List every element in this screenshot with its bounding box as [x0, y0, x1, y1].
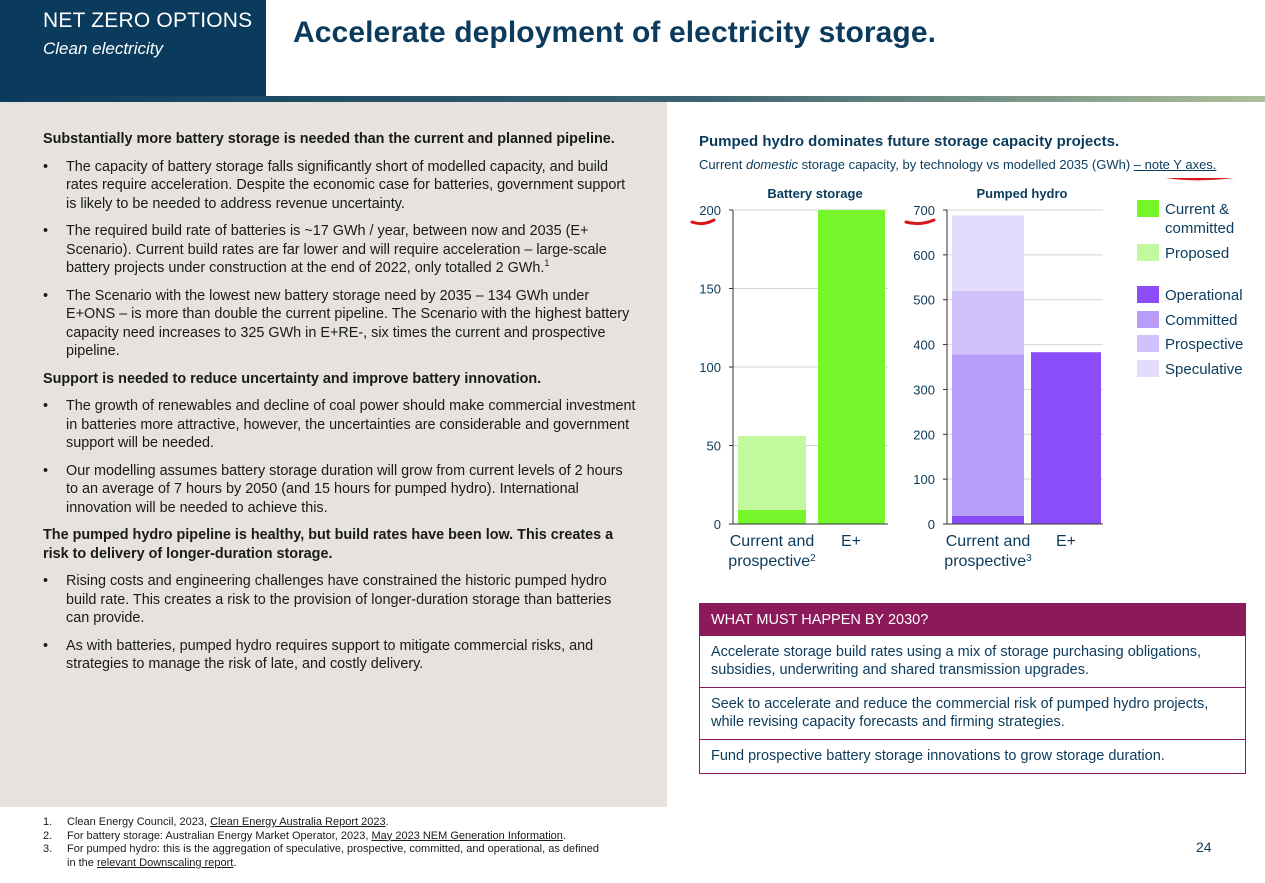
y-tick-label: 500 [913, 292, 935, 308]
footnote-number: 1. [43, 816, 53, 828]
footnote-text: For pumped hydro: this is the aggregation of speculative, prospective, committed, and operational, as defined in the [67, 843, 599, 869]
bullet-text: Our modelling assumes battery storage duration will grow from current levels of 2 hours to an average of 7 hours by 2050 (and 15 hours for pumped hydro). International innovation will be needed to achieve this. [66, 462, 623, 516]
legend-label: Committed [1165, 312, 1238, 329]
subtitle-part: Current [699, 157, 746, 172]
legend-label: Prospective [1165, 336, 1244, 353]
subtitle-emphasis: domestic [745, 157, 798, 172]
bullet-item [43, 637, 637, 674]
bullet-list-pumped-hydro [43, 572, 637, 674]
bar-segment [952, 516, 1024, 524]
bar-segment [952, 215, 1024, 290]
action-row: Accelerate storage build rates using a mix of storage purchasing obligations, subsidies, underwriting and shared transmission upgrades. [700, 635, 1245, 687]
bullet-item [43, 572, 637, 628]
legend-swatch [1137, 311, 1159, 328]
subsection-label: Clean electricity [43, 39, 163, 58]
legend-label: Operational [1165, 287, 1243, 304]
footnote-text: . [233, 856, 237, 869]
category-label: prospective$^2$ [728, 552, 816, 570]
y-tick-label: 400 [913, 337, 935, 353]
category-superscript: 3 [1026, 552, 1032, 564]
footnote-link[interactable]: relevant Downscaling report [96, 856, 234, 869]
chart-title: Pumped hydro dominates future storage capacity projects. [699, 133, 1120, 150]
heading-pumped-hydro: The pumped hydro pipeline is healthy, but build rates have been low. This creates a risk to delivery of longer-duration storage. [43, 527, 614, 562]
bar-segment [1031, 352, 1101, 524]
bullet-list-support [43, 397, 637, 517]
legend-label: Proposed [1165, 245, 1230, 262]
bullet-list-battery [43, 158, 637, 361]
footnote-3 [43, 843, 603, 870]
y-tick-label: 600 [913, 247, 935, 263]
subtitle-part: storage capacity, by technology vs modelled 2035 (GWh) [798, 157, 1134, 172]
legend-swatch [1137, 360, 1159, 377]
footnote-number: 2. [43, 829, 53, 842]
category-label: Current and [729, 533, 815, 550]
bar-segment [818, 210, 885, 524]
annotation-underline [1164, 178, 1250, 179]
footnote-link[interactable]: Clean Energy Australia Report 2023 [210, 816, 386, 828]
page-title: Accelerate deployment of electricity storage. [293, 16, 937, 49]
y-tick-label: 100 [913, 472, 935, 488]
bullet-item [43, 158, 637, 214]
legend-swatch [1137, 286, 1159, 303]
legend-label: Current & [1165, 201, 1230, 218]
y-tick-label: 200 [699, 203, 721, 218]
page-number: 24 [1196, 839, 1212, 855]
bullet-text: The required build rate of batteries is ~17 GWh / year, between now and 2035 (E+ Scenario). Current build rates are far lower and will require acceleration – large-scale battery projects under construction at the end of 2022, only totalled 2 GWh. [66, 223, 607, 276]
footnote-text: . [385, 816, 389, 828]
bar-segment [738, 510, 806, 524]
action-row: Fund prospective battery storage innovations to grow storage duration. [700, 739, 1245, 773]
bullet-item [43, 287, 637, 361]
category-label: E+ [1055, 533, 1077, 550]
category-label: Current and [945, 533, 1031, 550]
footnote-number: 3. [43, 843, 53, 855]
legend-label: committed [1165, 220, 1235, 237]
y-tick-label: 100 [699, 360, 721, 375]
y-tick-label: 300 [913, 382, 935, 398]
bullet-text: The growth of renewables and decline of coal power should make commercial investment in batteries more attractive, however, the uncertainties are considerable and government support will be needed. [66, 398, 636, 451]
heading-battery: Substantially more battery storage is needed than the current and planned pipeline. [43, 131, 615, 147]
action-table [699, 603, 1246, 774]
footnote-1 [43, 816, 603, 830]
legend-swatch [1137, 200, 1159, 217]
left-text-panel [0, 102, 667, 807]
category-label: prospective$^3$ [944, 552, 1032, 570]
bullet-item [43, 462, 637, 518]
footnote-link[interactable]: May 2023 NEM Generation Information [371, 829, 563, 842]
y-tick-label: 0 [713, 517, 721, 532]
footnote-ref: 1 [544, 258, 550, 269]
footnote-text: For battery storage: Australian Energy Market Operator, 2023, [67, 829, 372, 842]
subtitle-note: – note Y axes. [1133, 157, 1217, 172]
y-tick-label: 50 [706, 438, 721, 454]
storage-capacity-chart [680, 178, 1260, 598]
annotation-mark [692, 220, 714, 224]
bullet-text: The capacity of battery storage falls significantly short of modelled capacity, and build rates require acceleration. Despite the economic case for batteries, government support is likely to be needed to address revenue uncertainty. [66, 158, 626, 212]
bullet-text: As with batteries, pumped hydro requires support to mitigate commercial risks, and strategies to manage the risk of late, and costly delivery. [66, 637, 594, 672]
y-tick-label: 0 [927, 517, 935, 532]
bullet-item [43, 397, 637, 453]
bar-segment [952, 291, 1024, 355]
footnote-text: . [562, 829, 566, 842]
heading-support: Support is needed to reduce uncertainty and improve battery innovation. [43, 370, 542, 387]
legend-swatch [1137, 335, 1159, 352]
bar-segment [738, 436, 806, 510]
bar-segment [952, 354, 1024, 515]
annotation-mark [906, 220, 934, 224]
bullet-text: The Scenario with the lowest new battery storage need by 2035 – 134 GWh under E+ONS – is more than double the current pipeline. The Scenario with the highest battery capacity need increases to 325 GWh in E+RE-, six times the current and prospective pipeline. [66, 287, 630, 359]
bullet-item [43, 222, 637, 278]
legend-swatch [1137, 244, 1159, 261]
legend-label: Speculative [1165, 361, 1243, 378]
footnotes [43, 816, 603, 870]
action-row: Seek to accelerate and reduce the commercial risk of pumped hydro projects, while revising capacity forecasts and firming strategies. [700, 687, 1245, 739]
action-heading: WHAT MUST HAPPEN BY 2030? [700, 604, 1245, 635]
chart-subtitle [699, 157, 1216, 172]
y-tick-label: 150 [699, 281, 721, 297]
bullet-text: Rising costs and engineering challenges have constrained the historic pumped hydro build rate. This creates a risk to the provision of longer-duration storage than batteries can provide. [66, 573, 612, 626]
category-label: E+ [840, 533, 862, 550]
section-label: NET ZERO OPTIONS [43, 9, 253, 32]
footnote-2 [43, 830, 603, 844]
y-tick-label: 200 [913, 427, 935, 443]
footnote-text: Clean Energy Council, 2023, [67, 816, 211, 828]
panel-title: Battery storage [767, 186, 863, 201]
category-superscript: 2 [810, 552, 816, 564]
y-tick-label: 700 [913, 203, 935, 218]
section-banner [0, 0, 266, 96]
panel-title: Pumped hydro [976, 186, 1068, 201]
